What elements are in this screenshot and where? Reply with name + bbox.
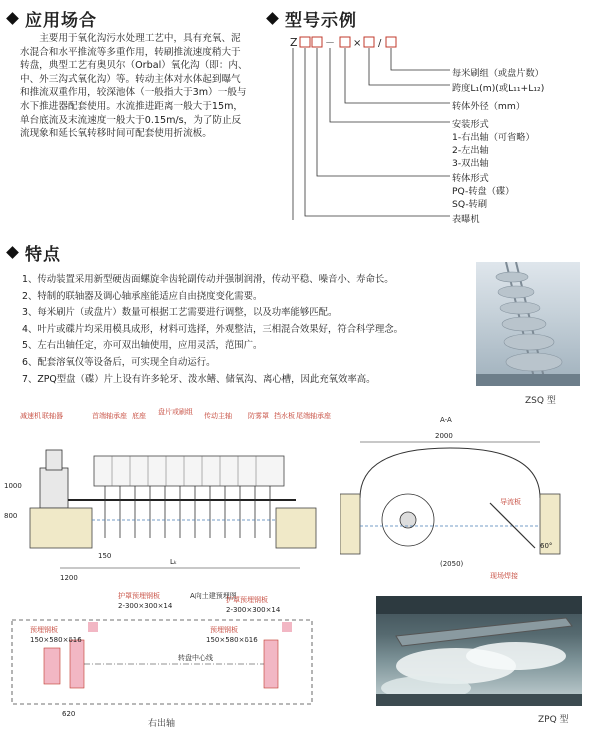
code-slash: / <box>378 38 382 49</box>
section-label: A-A <box>440 416 452 424</box>
feature-item: 6、配套溶氧仪等设备后，可实现全自动运行。 <box>22 356 216 368</box>
model-label-9: SQ-转刷 <box>452 199 488 210</box>
model-label-6: 3-双出轴 <box>452 158 489 169</box>
model-label-4: 1-右出轴（可省略） <box>452 132 535 143</box>
model-label-0: 每米刷组（或盘片数） <box>452 68 544 79</box>
model-code-diagram <box>290 30 590 220</box>
model-label-1: 跨度L₁(m)(或L₁₁+L₁₂) <box>452 83 545 94</box>
civil-embed-plan-drawing <box>0 590 330 720</box>
zpq-caption: ZPQ 型 <box>538 715 569 725</box>
dim-1000: 1000 <box>4 482 22 490</box>
model-label-10: 表曝机 <box>452 214 480 225</box>
model-label-5: 2-左出轴 <box>452 145 489 156</box>
feature-item: 4、叶片或碟片均采用模具成形，材料可选择，外观整洁，三相混合效果好，符合科学理念。 <box>22 323 403 335</box>
dim-800: 800 <box>4 512 18 520</box>
section-aa-drawing <box>340 408 585 593</box>
code-box-3 <box>340 37 350 47</box>
feature-item: 3、每米刷片（或盘片）数量可根据工艺需要进行调整，以及功率能够匹配。 <box>22 307 338 319</box>
dim-2000: 2000 <box>435 432 453 440</box>
bearing-seat-label: 首端轴承座 <box>92 412 127 420</box>
embed-plate-top-label: 护罩预埋钢板 <box>118 592 160 600</box>
lk-dim: Lₖ <box>170 558 177 566</box>
diamond-bullet-icon <box>266 12 279 25</box>
dim-2050: (2050) <box>440 560 464 568</box>
end-bearing-label: 尾端轴承座 <box>296 412 331 420</box>
dim-150: 150 <box>98 552 112 560</box>
application-paragraph: 主要用于氧化沟污水处理工艺中，具有充氧、泥水混合和水平推流等多重作用，转刷推流速度稍大于转盘，典型工艺有奥贝尔（Orbal）氧化沟（即：内、中、外三沟式氧化沟）等。转动主体对水体起到曝气和推流双重作用，较深池体（一般指大于3m）一般与水下推进器配套使用。水流推进距离一般大于15m，单台底流及末流速度一般大于0.15m/s，为了防止反流现象和延长氧转移时间可配套使用折流板。 <box>20 33 248 140</box>
feature-item: 1、传动装置采用新型硬齿面螺旋伞齿轮副传动并强制润滑，传动平稳、噪音小、寿命长。 <box>22 274 394 285</box>
base-label: 底座 <box>132 412 146 420</box>
right-shaft-caption: 右出轴 <box>148 719 176 729</box>
guide-plate-label: 导流板 <box>500 498 521 506</box>
dim-1200: 1200 <box>60 574 78 582</box>
feature-item: 5、左右出轴任定，亦可双出轴使用，应用灵活，范围广。 <box>22 340 263 352</box>
center-line-label: 转盘中心线 <box>178 654 213 662</box>
splash-cover-label: 防雾罩 <box>248 412 269 420</box>
features-list <box>22 272 462 388</box>
features-section-title: 特点 <box>8 240 61 265</box>
diamond-bullet-icon <box>6 246 19 259</box>
dim-60: 60° <box>540 542 553 550</box>
embed-plate-top-label-right: 护罩预埋钢板 <box>226 596 268 604</box>
code-box-2 <box>312 37 322 47</box>
model-label-8: PQ-转盘（碟） <box>452 186 515 197</box>
embed-plate-spec: 2-300×300×14 <box>118 602 173 610</box>
embed-plate-left-label: 预埋钢板 <box>30 626 58 634</box>
model-label-7: 转体形式 <box>452 173 489 184</box>
coupling-label: 联轴器 <box>42 412 63 420</box>
code-box-4 <box>364 37 374 47</box>
code-box-5 <box>386 37 396 47</box>
embed-spec-right: 150×580×δ16 <box>206 636 258 644</box>
model-prefix: Z <box>290 36 298 49</box>
model-label-3: 安装形式 <box>452 119 489 130</box>
water-plate-label: 挡水板 <box>274 412 295 420</box>
feature-item: 2、特制的联轴器及调心轴承座能适应自由挠度变化需要。 <box>22 290 263 302</box>
embed-plate-spec-right: 2-300×300×14 <box>226 606 281 614</box>
feature-item: 7、ZPQ型盘（碟）片上设有许多轮牙、泼水鳍、储氧沟、离心槽，因此充氧效率高。 <box>22 373 376 385</box>
model-label-2: 转体外径（mm） <box>452 101 526 112</box>
reducer-label: 减速机 <box>20 412 41 420</box>
weld-label: 现场焊接 <box>490 572 518 580</box>
side-elevation-drawing <box>0 408 340 593</box>
zsq-rotor-photo <box>476 262 580 386</box>
code-times: × <box>353 38 362 49</box>
embed-spec-left: 150×580×δ16 <box>30 636 82 644</box>
model-section-title: 型号示例 <box>268 6 357 31</box>
code-dash: － <box>325 38 335 49</box>
code-box-1 <box>300 37 310 47</box>
embed-plate-right-label: 预埋钢板 <box>210 626 238 634</box>
disc-group-label: 盘片或刷组 <box>158 408 193 416</box>
zsq-caption: ZSQ 型 <box>525 396 556 406</box>
main-shaft-label: 传动主轴 <box>204 412 232 420</box>
dim-620: 620 <box>62 710 76 718</box>
diamond-bullet-icon <box>6 12 19 25</box>
civil-embed-label: A向土建预埋图 <box>190 592 237 600</box>
application-section-title: 应用场合 <box>8 6 97 31</box>
zpq-disc-photo <box>376 596 582 706</box>
